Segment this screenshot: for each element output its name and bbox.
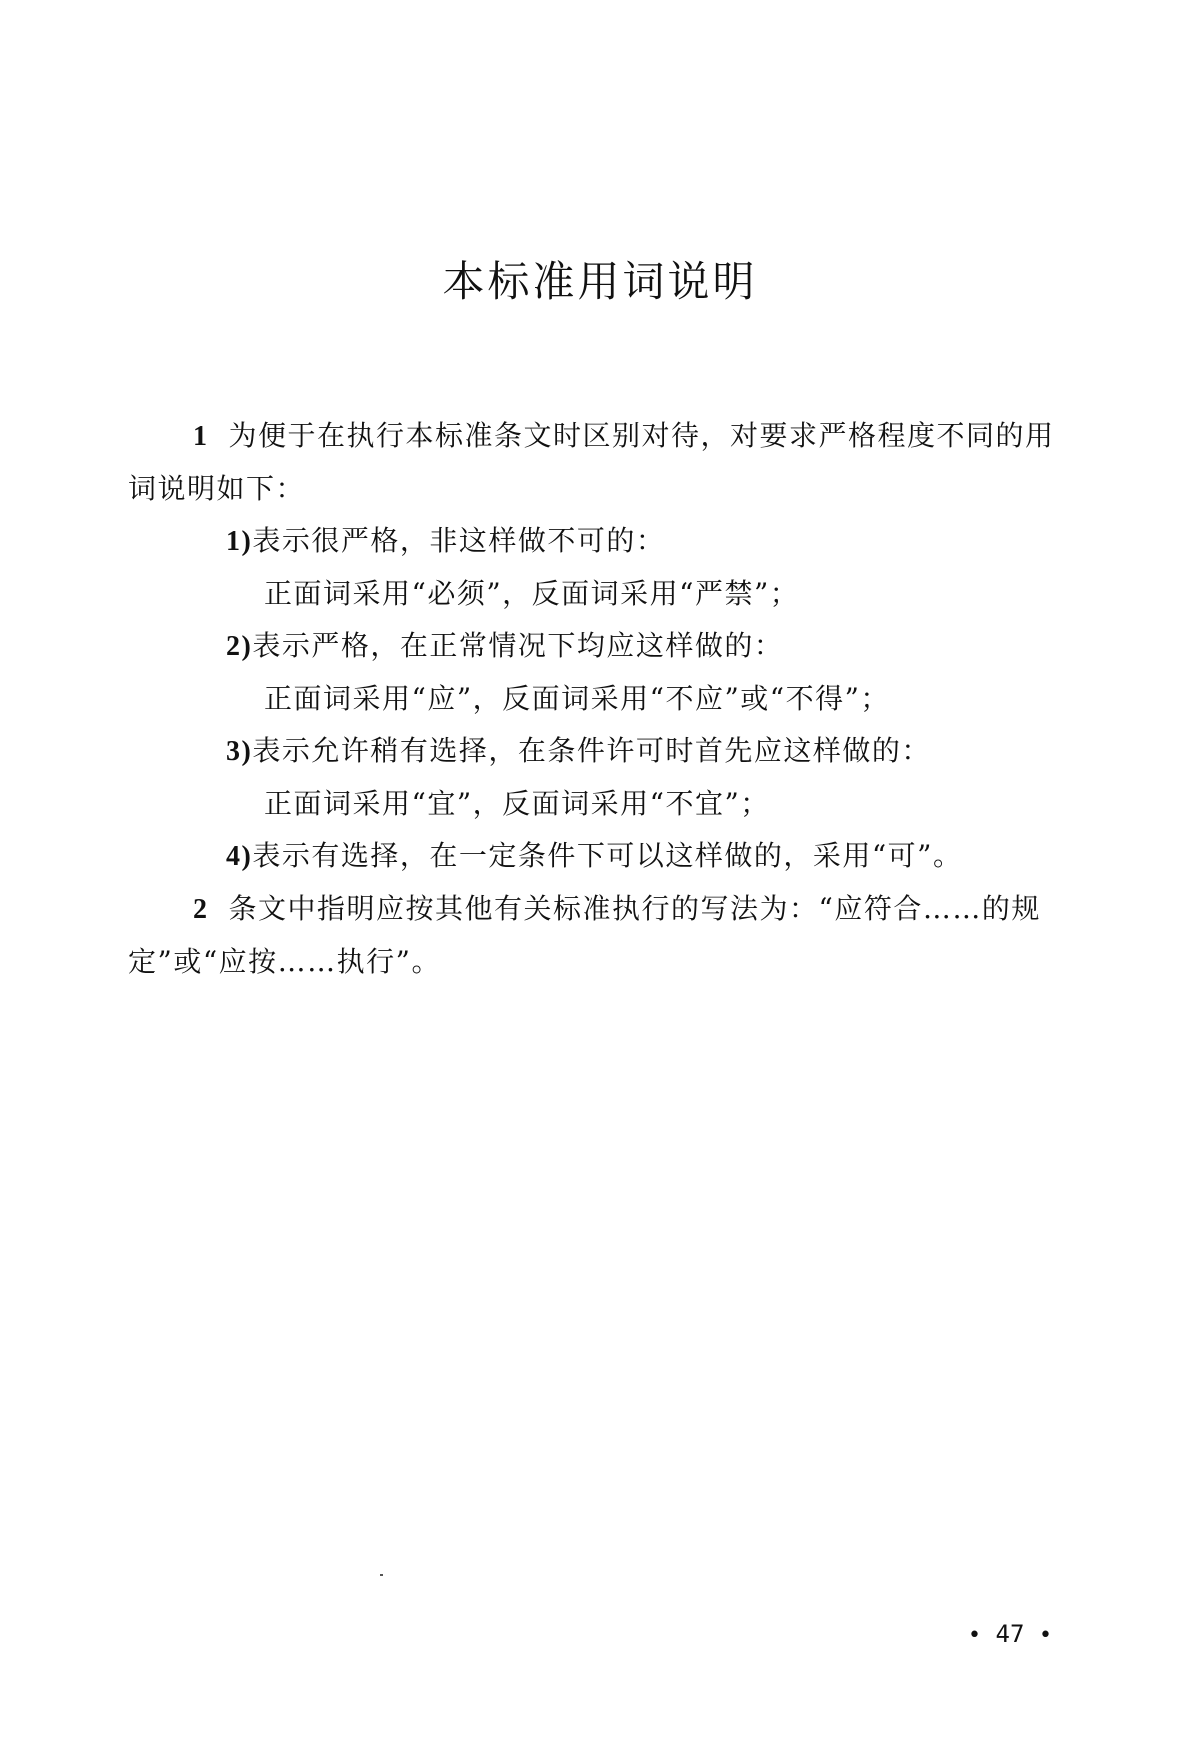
item-1-detail: 正面词采用“必须”，反面词采用“严禁”； xyxy=(264,577,800,610)
item-4-text: 表示有选择，在一定条件下可以这样做的，采用“可”。 xyxy=(252,839,963,872)
item-2-index: 2) xyxy=(226,631,253,662)
section-1-item-4 xyxy=(128,830,1078,883)
section-1-item-2 xyxy=(128,620,1078,673)
page-number-dot-right: • xyxy=(1038,1623,1053,1648)
page-number xyxy=(960,1620,1060,1648)
item-3-detail: 正面词采用“宜”，反面词采用“不宜”； xyxy=(264,787,770,820)
section-1-item-1 xyxy=(128,515,1078,568)
item-4-index: 4) xyxy=(226,841,253,872)
scan-speck xyxy=(380,1574,383,1576)
section-2-number: 2 xyxy=(193,894,209,925)
section-2 xyxy=(128,883,1078,988)
item-3-index: 3) xyxy=(226,736,253,767)
item-2-text: 表示严格，在正常情况下均应这样做的： xyxy=(252,629,784,662)
page-title: 本标准用词说明 xyxy=(442,257,758,306)
section-1-item-3 xyxy=(128,725,1078,778)
section-1 xyxy=(128,410,1078,515)
item-1-index: 1) xyxy=(226,526,253,557)
section-1-text: 为便于在执行本标准条文时区别对待，对要求严格程度不同的用词说明如下： xyxy=(128,419,1055,505)
item-2-detail: 正面词采用“应”，反面词采用“不应”或“不得”； xyxy=(264,682,890,715)
page-number-dot-left: • xyxy=(967,1623,982,1648)
item-1-text: 表示很严格，非这样做不可的： xyxy=(252,524,666,557)
page-number-value: 47 xyxy=(995,1620,1025,1648)
section-1-number: 1 xyxy=(193,421,209,452)
section-2-text: 条文中指明应按其他有关标准执行的写法为：“应符合……的规定”或“应按……执行”。 xyxy=(128,892,1041,978)
document-body xyxy=(128,410,1078,988)
item-3-text: 表示允许稍有选择，在条件许可时首先应这样做的： xyxy=(252,734,931,767)
